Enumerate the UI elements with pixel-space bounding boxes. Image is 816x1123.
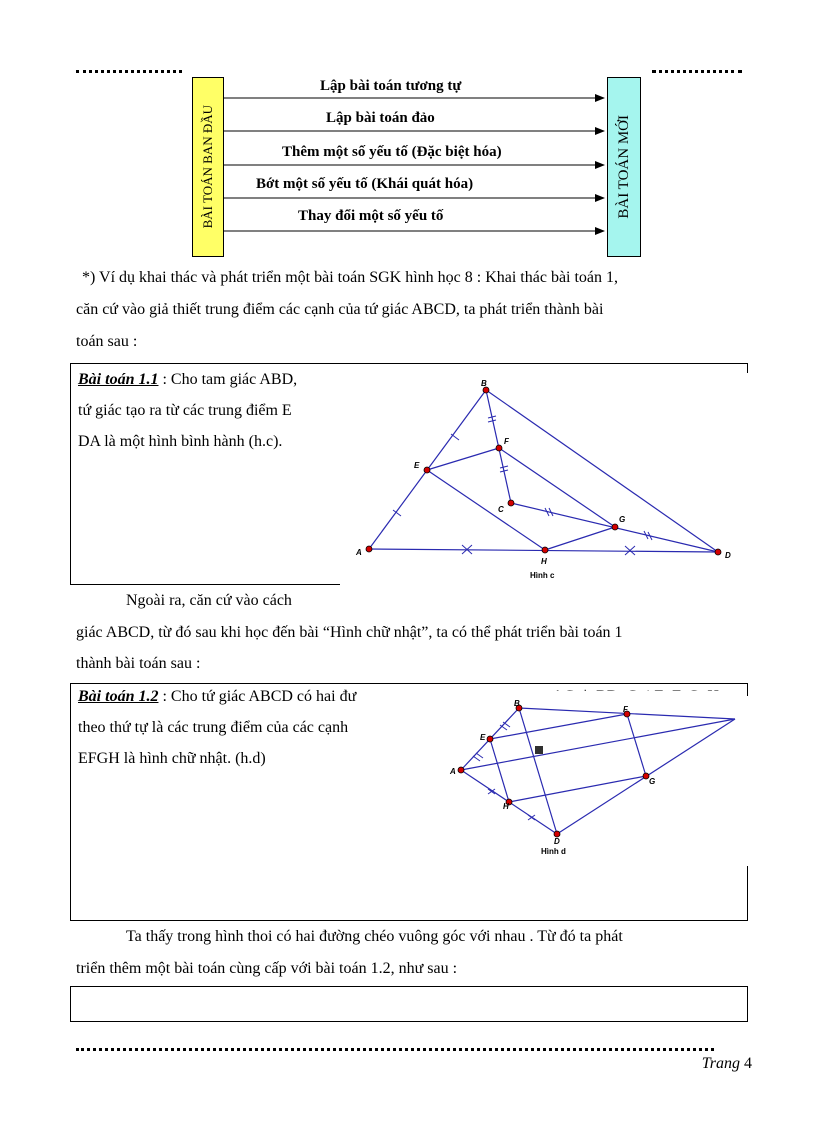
- label-d-E: E: [480, 733, 486, 742]
- label-d-H: H: [503, 802, 509, 811]
- problem-1-2-title: Bài toán 1.2: [78, 688, 159, 705]
- middle-line-1: Ngoài ra, căn cứ vào cách: [126, 592, 292, 609]
- flow-label-3: Thêm một số yếu tố (Đặc biệt hóa): [282, 144, 502, 160]
- closing-line-2: triển thêm một bài toán cùng cấp với bài toán 1.2, như sau :: [76, 960, 458, 977]
- label-C: C: [498, 505, 504, 514]
- label-d-F: F: [623, 705, 628, 714]
- point-D: [715, 549, 721, 555]
- closing-line-1: Ta thấy trong hình thoi có hai đường chéo vuông góc với nhau . Từ đó ta phát: [126, 928, 623, 945]
- problem-1-2-line-1: Bài toán 1.2 : Cho tứ giác ABCD có hai đư: [78, 688, 357, 705]
- problem-1-1-title: Bài toán 1.1: [78, 371, 159, 388]
- label-H: H: [541, 557, 547, 566]
- intro-line-3: toán sau :: [76, 333, 138, 350]
- flow-label-4: Bớt một số yếu tố (Khái quát hóa): [256, 176, 474, 192]
- figure-c-caption: Hình c: [530, 571, 555, 580]
- problem-1-2-line-2: theo thứ tự là các trung điểm của các cạnh: [78, 719, 349, 736]
- label-B: B: [481, 379, 487, 388]
- next-problem-box: [70, 986, 748, 1022]
- figure-d-caption: Hình d: [541, 847, 566, 856]
- flow-label-1: Lập bài toán tương tự: [320, 78, 462, 94]
- label-D: D: [725, 551, 731, 560]
- label-d-D: D: [554, 837, 560, 846]
- footer-rule: [76, 1048, 714, 1054]
- flow-label-5: Thay đổi một số yếu tố: [298, 208, 444, 224]
- label-G: G: [619, 515, 626, 524]
- problem-1-1-line-3: DA là một hình bình hành (h.c).: [78, 433, 283, 450]
- point-d-A: [458, 767, 464, 773]
- middle-line-3: thành bài toán sau :: [76, 655, 201, 672]
- original-problem-label: BÀI TOÁN BAN ĐẦU: [200, 105, 215, 229]
- label-F: F: [504, 437, 509, 446]
- point-G: [612, 524, 618, 530]
- point-E: [424, 467, 430, 473]
- page-word: Trang: [701, 1055, 740, 1072]
- intro-line-1: *) Ví dụ khai thác và phát triển một bài toán SGK hình học 8 : Khai thác bài toán 1,: [82, 269, 619, 286]
- figure-d: [436, 696, 748, 866]
- intro-line-2: căn cứ vào giả thiết trung điểm các cạnh của tứ giác ABCD, ta phát triển thành bài: [76, 301, 604, 318]
- right-angle-mark: [535, 746, 543, 754]
- problem-1-2-text: [78, 681, 423, 774]
- page-number-value: 4: [744, 1055, 752, 1072]
- point-A: [366, 546, 372, 552]
- problem-1-2-line-3: EFGH là hình chữ nhật. (h.d): [78, 750, 266, 767]
- label-E: E: [414, 461, 420, 470]
- middle-line-2: giác ABCD, từ đó sau khi học đến bài “Hình chữ nhật”, ta có thể phát triển bài toán 1: [76, 624, 623, 641]
- problem-1-1-line-1: Bài toán 1.1 : Cho tam giác ABD,: [78, 371, 298, 388]
- label-d-B: B: [514, 699, 520, 708]
- page-number: [702, 1055, 752, 1073]
- label-d-A: A: [450, 767, 456, 776]
- point-C: [508, 500, 514, 506]
- point-F: [496, 445, 502, 451]
- problem-1-1-text: [78, 364, 348, 457]
- new-problem-label: BÀI TOÁN MỚI: [615, 115, 632, 219]
- problem-1-1-line-2: tứ giác tạo ra từ các trung điểm E: [78, 402, 292, 419]
- figure-c: [340, 373, 752, 588]
- point-H: [542, 547, 548, 553]
- label-d-G: G: [649, 777, 656, 786]
- label-A: A: [356, 548, 362, 557]
- point-d-E: [487, 736, 493, 742]
- flow-label-2: Lập bài toán đảo: [326, 110, 435, 126]
